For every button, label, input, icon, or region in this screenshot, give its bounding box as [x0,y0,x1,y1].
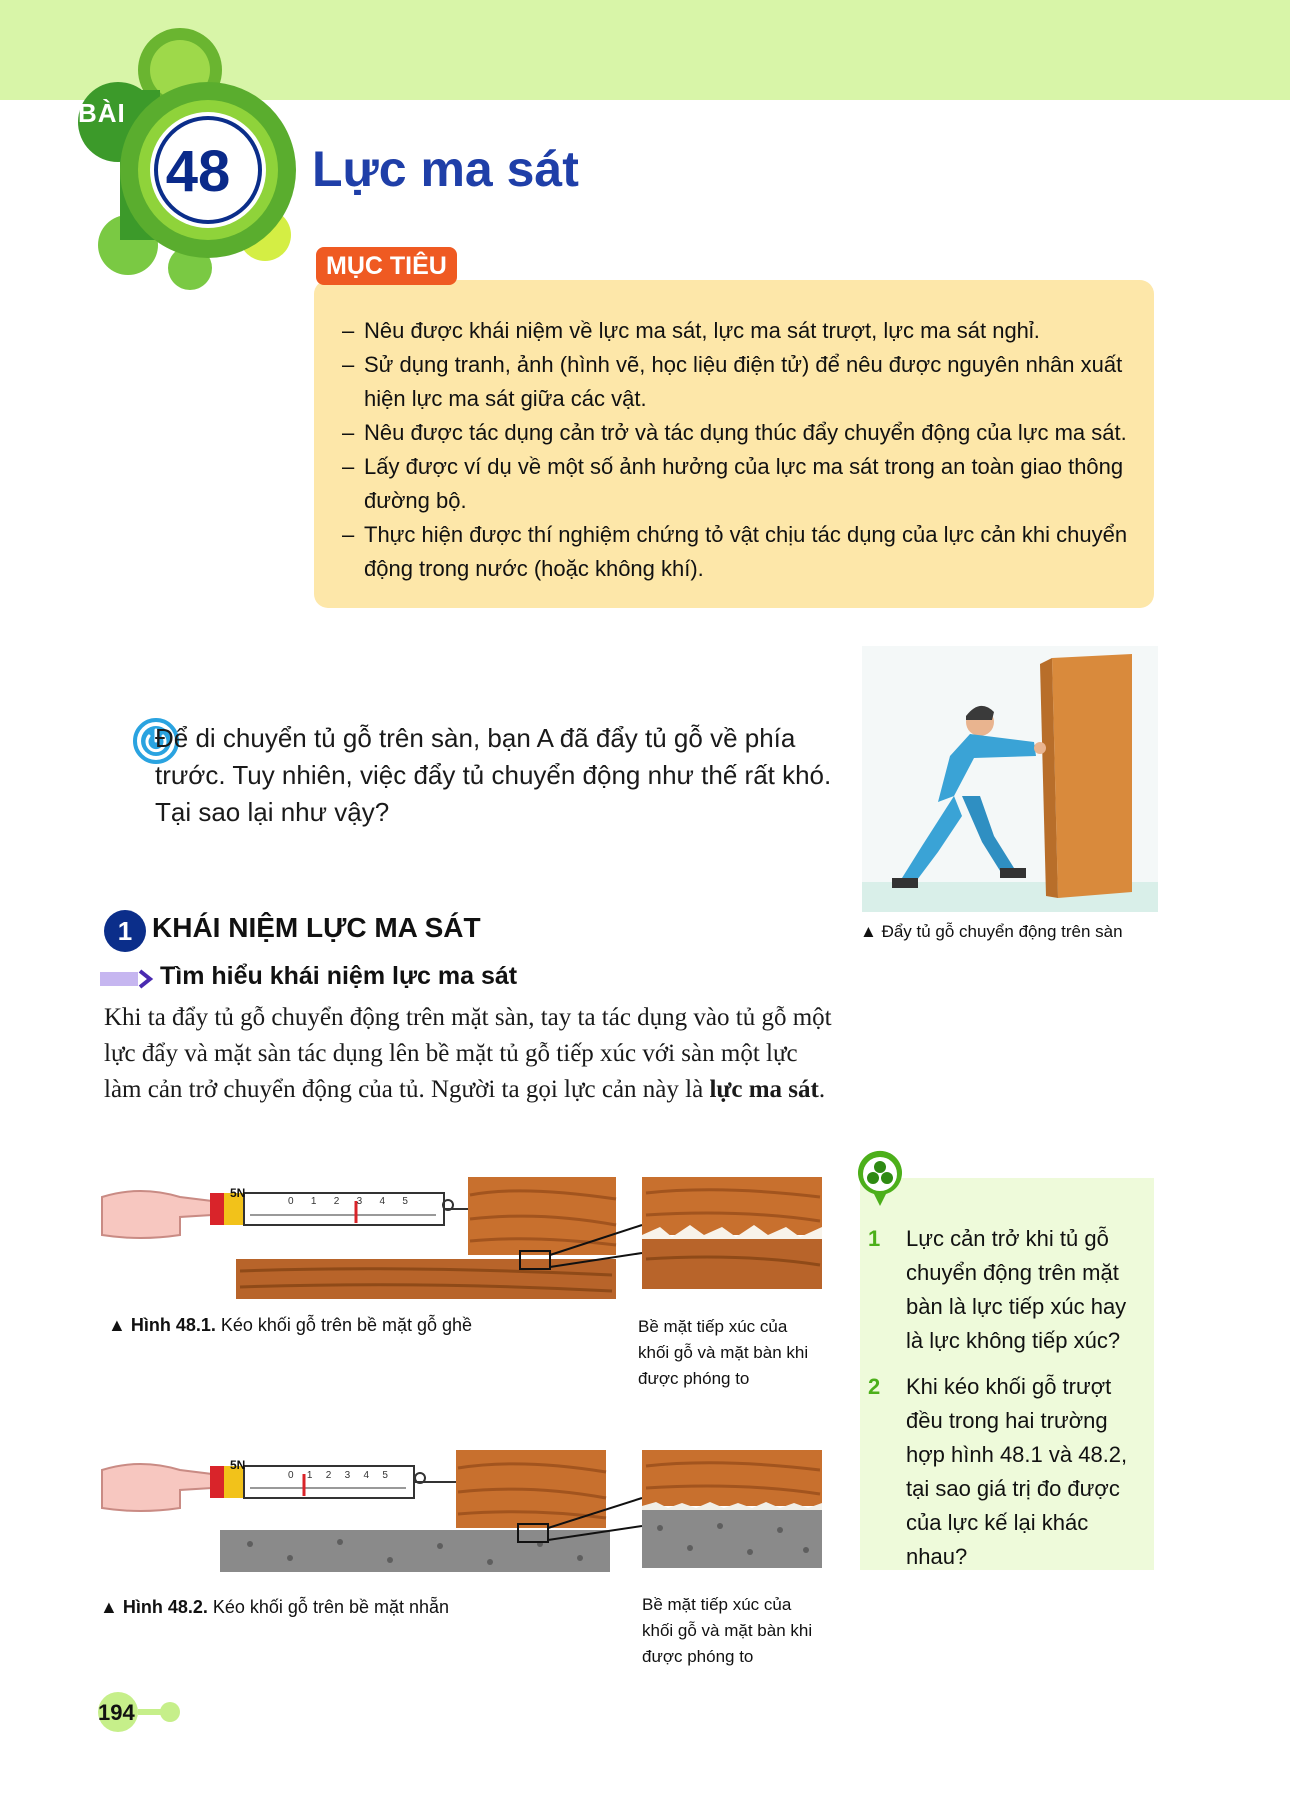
question-item [868,1222,1148,1358]
image-caption: ▲ Đẩy tủ gỗ chuyển động trên sàn [860,922,1123,941]
dynamometer-label: 5N [230,1458,246,1472]
paragraph-end: . [818,1076,826,1103]
objective-item: – Nêu được tác dụng cản trở và tác dụng thúc đẩy chuyển động của lực ma sát. [342,416,1142,450]
scale-mark: 4 [379,1196,386,1207]
question-text: Lực cản trở khi tủ gỗ chuyển động trên mặt bàn là lực tiếp xúc hay là lực không tiếp xúc? [906,1226,1127,1353]
objective-item: – Sử dụng tranh, ảnh (hình vẽ, học liệu điện tử) để nêu được nguyên nhân xuất hiện lực ma sát giữa các vật. [342,348,1142,416]
scale-mark: 5 [382,1470,388,1481]
figure-caption-text: Kéo khối gỗ trên bề mặt gỗ ghề [220,1315,473,1335]
objective-item: – Lấy được ví dụ về một số ảnh hưởng của lực ma sát trong an toàn giao thông đường bộ. [342,450,1142,518]
question-item [868,1370,1148,1574]
paragraph-text: Khi ta đẩy tủ gỗ chuyển động trên mặt sàn, tay ta tác dụng vào tủ gỗ một lực đẩy và mặt sàn tác dụng lên bề mặt tủ gỗ tiếp xúc với sàn một lực làm cản trở chuyển động của tủ. Người ta gọi lực cản này là [104,1004,832,1103]
lesson-number: 48 [165,139,231,204]
objectives-tag: MỤC TIÊU [316,247,457,285]
objectives-list [342,314,1142,586]
subsection-arrow-icon [100,968,154,990]
dynamometer-scale [288,1196,408,1207]
figure-48-2-drawing [100,1448,830,1578]
questions-list [868,1222,1148,1586]
page-number: 194 [98,1700,135,1725]
lesson-label: BÀI [78,98,126,128]
scale-mark: 4 [363,1470,370,1481]
scale-mark: 5 [402,1196,408,1207]
figure-48-2-caption: ▲ Hình 48.2. Kéo khối gỗ trên bề mặt nhẵn [100,1597,450,1617]
scale-mark: 2 [333,1196,340,1207]
figure-48-2-zoom-caption: Bề mặt tiếp xúc của khối gỗ và mặt bàn khi được phóng to [642,1595,813,1666]
figure-label: Hình 48.1. [130,1315,216,1335]
concept-paragraph [104,1000,834,1108]
question-number: 1 [868,1226,881,1251]
figure-48-1-zoom-caption: Bề mặt tiếp xúc của khối gỗ và mặt bàn khi được phóng to [638,1317,809,1388]
question-number: 2 [868,1374,881,1399]
figure-48-1-drawing [100,1175,830,1305]
objective-item: – Thực hiện được thí nghiệm chứng tỏ vật chịu tác dụng của lực cản khi chuyển động trong nước (hoặc không khí). [342,518,1142,586]
objective-item: – Nêu được khái niệm về lực ma sát, lực ma sát trượt, lực ma sát nghỉ. [342,314,1142,348]
scale-mark: 2 [325,1470,332,1481]
paragraph-bold-term: lực ma sát [709,1076,819,1103]
scale-mark: 1 [310,1196,317,1207]
dynamometer-scale [288,1470,388,1481]
scale-mark: 0 [288,1470,294,1481]
scale-mark: 0 [288,1196,294,1207]
dynamometer-label: 5N [230,1186,246,1200]
discussion-icon [856,1150,904,1208]
scale-mark: 1 [306,1470,313,1481]
scale-mark: 3 [356,1196,363,1207]
intro-question: Để di chuyển tủ gỗ trên sàn, bạn A đã đẩy tủ gỗ về phía trước. Tuy nhiên, việc đẩy tủ chuyển động như thế rất khó. Tại sao lại như vậy? [155,723,832,827]
scale-mark: 3 [344,1470,351,1481]
subsection-title: Tìm hiểu khái niệm lực ma sát [160,962,518,990]
person-pushing-cabinet-image [862,646,1158,912]
section-number-badge: 1 [104,910,146,952]
section-title: KHÁI NIỆM LỰC MA SÁT [152,912,481,943]
figure-48-1-caption: ▲ Hình 48.1. Kéo khối gỗ trên bề mặt gỗ ghề [108,1315,473,1335]
figure-label: Hình 48.2. [122,1597,208,1617]
question-text: Khi kéo khối gỗ trượt đều trong hai trường hợp hình 48.1 và 48.2, tại sao giá trị đo được của lực kế lại khác nhau? [906,1374,1128,1569]
figure-caption-text: Kéo khối gỗ trên bề mặt nhẵn [212,1597,450,1617]
image-caption-text: Đẩy tủ gỗ chuyển động trên sàn [881,922,1123,941]
page-title: Lực ma sát [312,141,579,197]
